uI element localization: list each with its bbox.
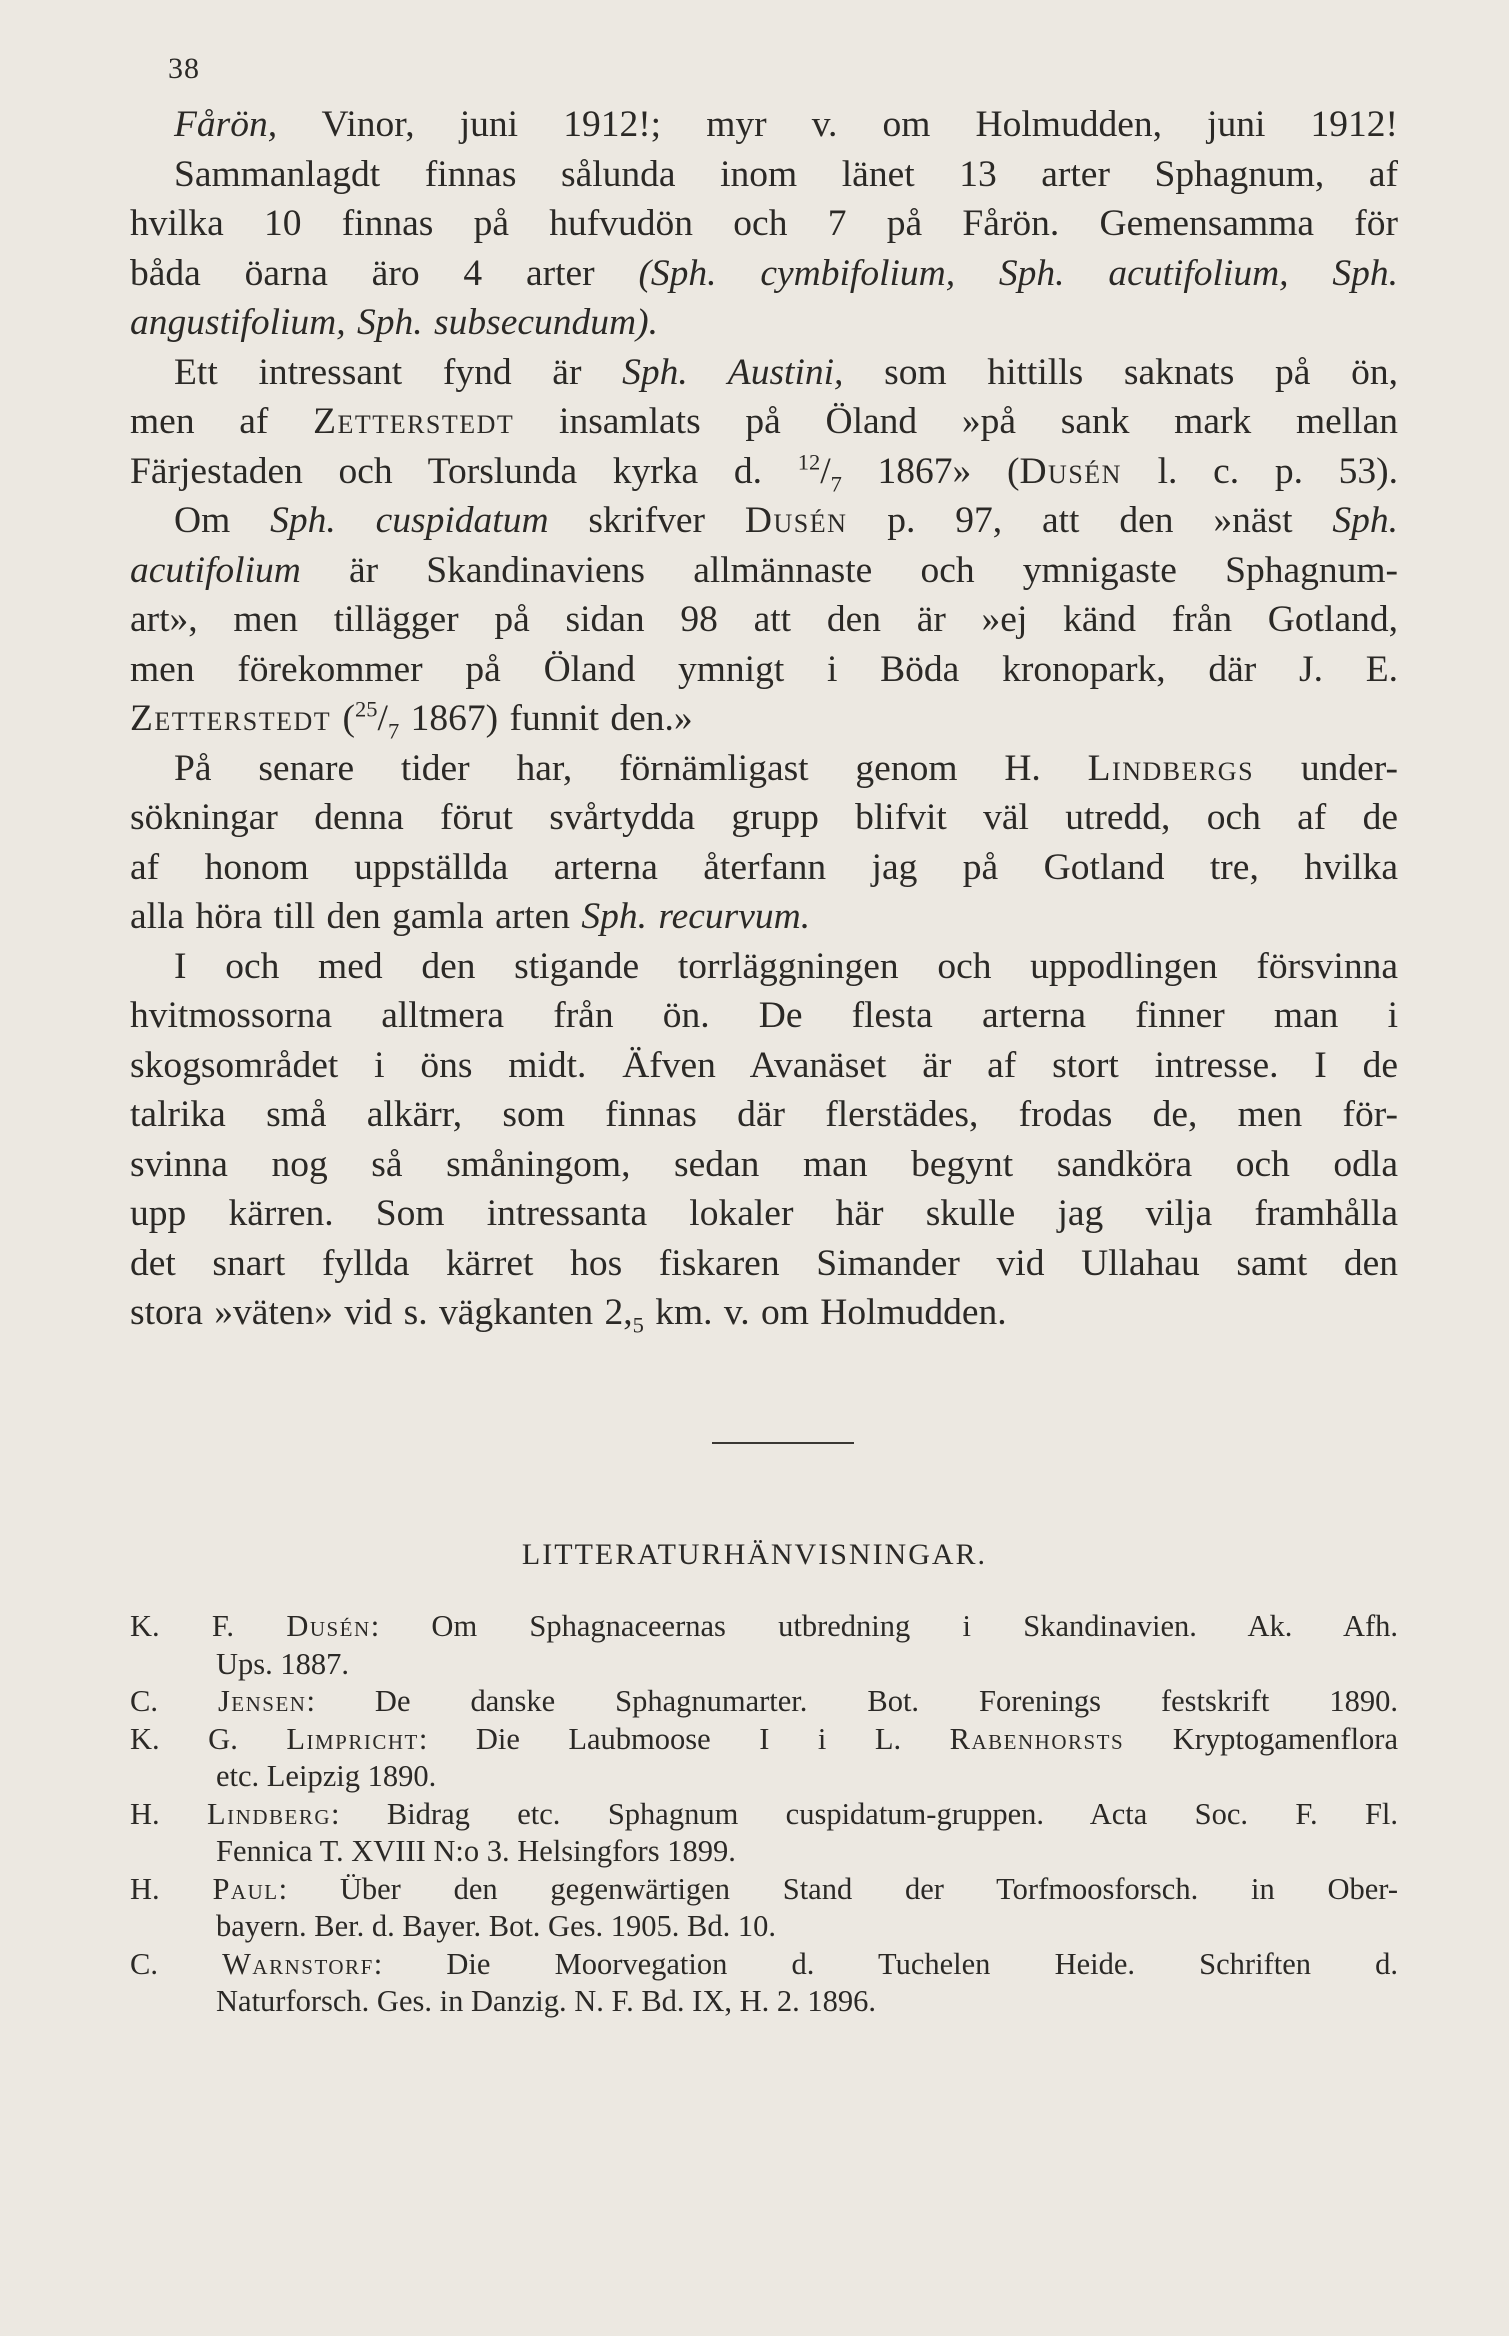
text-line: I och med den stigande torrläggningen och uppodlingen försvinna [174,945,1398,987]
reference-entry: K. F. Dusén: Om Sphagnaceernas utbredning i Skandinavien. Ak. Afh. [130,1609,1399,1643]
author-name: Lindberg [207,1796,332,1831]
text-line: hvitmossorna alltmera från ön. De flesta arterna finner man i [130,995,1398,1036]
text-line: stora »väten» vid s. vägkanten $2,_5$ km. v. om Holmudden. [130,1292,1007,1338]
page-number: 38 [168,52,200,85]
text-line: Sammanlagdt finnas sålunda inom länet 13 arter Sphagnum, af [174,153,1398,195]
reference-continuation: Naturforsch. Ges. in Danzig. N. F. Bd. IX, H. 2. 1896. [216,1984,876,2018]
text-line: acutifolium är Skandinaviens allmännaste och ymnigaste Sphagnum- [130,549,1398,591]
text-line: sökningar denna förut svårtydda grupp blifvit väl utredd, och af de [130,797,1398,838]
author-name: Paul [212,1871,279,1906]
reference-continuation: Ups. 1887. [216,1646,350,1681]
reference-entry: H. Lindberg: Bidrag etc. Sphagnum cuspidatum-gruppen. Acta Soc. F. Fl. [130,1796,1399,1831]
author-name: Dusén [1019,450,1122,492]
text-line: alla höra till den gamla arten Sph. recurvum. [130,896,811,937]
body-text [130,100,1398,1338]
text-line: skogsområdet i öns midt. Äfven Avanäset är af stort intresse. I de [130,1044,1398,1086]
author-name: Zetterstedt [313,401,515,442]
text-line: På senare tider har, förnämligast genom H. Lindbergs under- [174,747,1398,789]
section-divider [712,1442,854,1444]
text-line: angustifolium, Sph. subsecundum). [130,302,658,343]
author-name: Lindbergs [1087,747,1255,789]
author-name: Dusén [744,500,848,541]
author-name: Dusén [286,1609,371,1643]
reference-continuation: Fennica T. XVIII N:o 3. Helsingfors 1899. [216,1834,736,1868]
references-list [130,1608,1398,2021]
text-line: Ett intressant fynd är Sph. Austini, som hittills saknats på ön, [174,351,1398,393]
text-line: Zetterstedt ($^{25}/_7$ 1867) funnit den.» [130,696,693,744]
text-line: Fårön, Vinor, juni 1912!; myr v. om Holmudden, juni 1912! [174,104,1398,145]
text-line: talrika små alkärr, som finnas där flerstädes, frodas de, men för- [130,1094,1398,1135]
text-line: båda öarna äro 4 arter (Sph. cymbifolium, Sph. acutifolium, Sph. [130,252,1398,294]
text-line: af honom uppställda arterna återfann jag på Gotland tre, hvilka [130,846,1398,888]
text-line: Om Sph. cuspidatum skrifver Dusén p. 97, att den »näst Sph. [174,500,1398,541]
text-line: art», men tillägger på sidan 98 att den är »ej känd från Gotland, [130,599,1398,640]
text-line: svinna nog så småningom, sedan man begynt sandköra och odla [130,1143,1398,1185]
text-line: Färjestaden och Torslunda kyrka d. $^{12}/_7$ 1867» (Dusén l. c. p. 53). [130,449,1398,496]
author-name: Rabenhorsts [949,1721,1125,1756]
author-name: Zetterstedt [130,698,332,739]
text-line: det snart fyllda kärret hos fiskaren Simander vid Ullahau samt den [130,1242,1398,1284]
text-line: men förekommer på Öland ymnigt i Böda kronopark, där J. E. [130,648,1398,690]
reference-continuation: bayern. Ber. d. Bayer. Bot. Ges. 1905. Bd. 10. [216,1909,776,1943]
reference-continuation: etc. Leipzig 1890. [216,1759,437,1793]
reference-entry: C. Jensen: De danske Sphagnumarter. Bot. Forenings festskrift 1890. [130,1684,1398,1718]
references-heading: LITTERATURHÄNVISNINGAR. [521,1538,988,1571]
text-line: hvilka 10 finnas på hufvudön och 7 på Fårön. Gemensamma för [130,203,1398,244]
author-name: Jensen [217,1684,307,1718]
author-name: Limpricht [286,1721,419,1756]
author-name: Warnstorf [222,1946,374,1981]
reference-entry: C. Warnstorf: Die Moorvegation d. Tuchelen Heide. Schriften d. [130,1946,1399,1981]
reference-entry: K. G. Limpricht: Die Laubmoose I i L. Rabenhorsts Kryptogamenflora [130,1721,1398,1756]
reference-entry: H. Paul: Über den gegenwärtigen Stand der Torfmoosforsch. in Ober- [130,1871,1399,1906]
text-line: men af Zetterstedt insamlats på Öland »på sank mark mellan [130,401,1398,442]
text-line: upp kärren. Som intressanta lokaler här skulle jag vilja framhålla [130,1193,1398,1234]
italic-locality: Fårön, [174,104,278,145]
